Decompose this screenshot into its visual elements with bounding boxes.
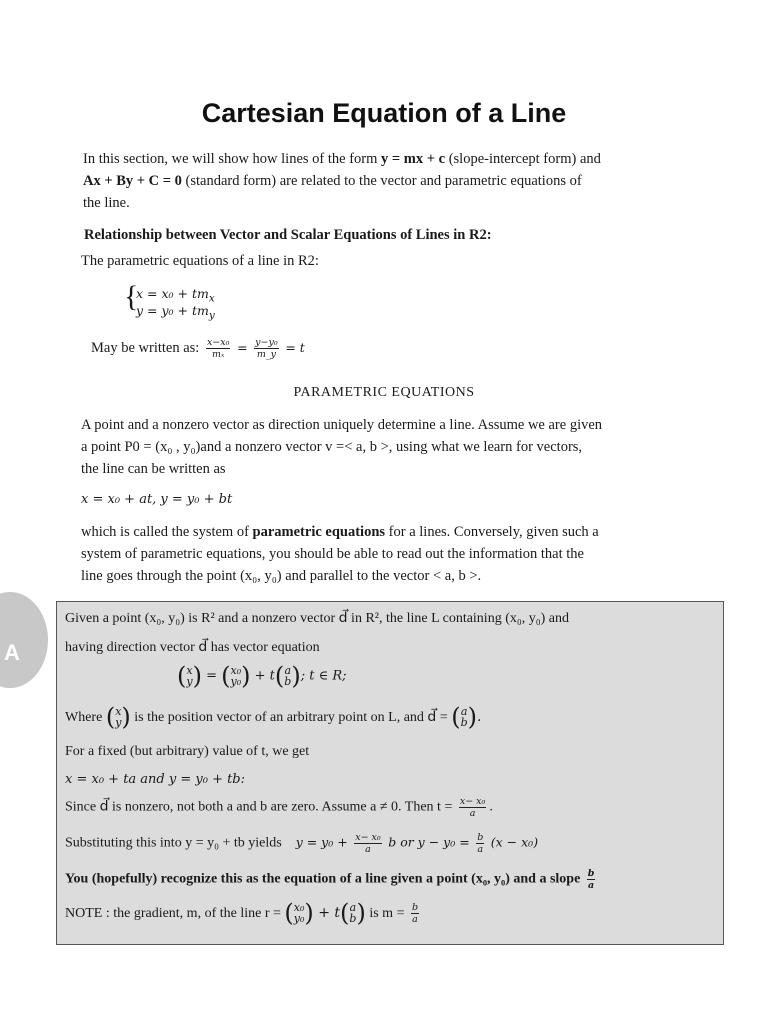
intro-paragraph	[83, 148, 713, 214]
box-line-note: NOTE : the gradient, m, of the line r = (x₀ y₀) + t(a b) is m = $\frac{b}{a}$	[65, 899, 419, 927]
box-line-2: having direction vector d⃗ has vector equation	[65, 640, 320, 655]
para2-line-1: A point and a nonzero vector as direction uniquely determine a line. Assume we are given	[81, 417, 603, 433]
intro-text-4: the line.	[83, 195, 130, 211]
box-line-components: x = x₀ + ta and y = y₀ + tb:	[65, 772, 246, 787]
system-line-2: $y = y_0 + tm_y$	[136, 303, 215, 322]
section-heading-parametric: PARAMETRIC EQUATIONS	[293, 385, 475, 400]
box-line-fixed-t: For a fixed (but arbitrary) value of t, we get	[65, 744, 310, 759]
box-line-since: Since d⃗ is nonzero, not both a and b are zero. Assume a ≠ 0. Then t = $\frac{\text{x− x₀}}{a}$ .	[65, 796, 493, 819]
fraction-y: $\frac{\text{y−y₀}}{m\_y}$	[255, 337, 278, 361]
system-brace: {	[124, 280, 139, 313]
term-parametric-equations: parametric equations	[252, 524, 386, 540]
box-line-recognize: You (hopefully) recognize this as the equation of a line given a point (x₀, y₀) and a slope $\frac{b}{a}$	[65, 868, 595, 891]
equals-t: = t	[285, 340, 305, 355]
vector-equation-domain: ; t ∈ R;	[300, 668, 347, 684]
box-line-substituting: Substituting this into y = y₀ + tb yields y = y₀ + $\frac{\text{x− x₀}}{a}$ b or y − y₀ = $\frac{b}{a}$ (x − x₀)	[65, 832, 539, 855]
may-written-label: May be written as:	[91, 340, 200, 356]
symmetric-equation: May be written as: $\frac{\text{x−x₀}}{\text{mₓ}}$ = $\frac{\text{y−y₀}}{m\_y}$ = t	[91, 337, 305, 361]
intro-text-1: In this section, we will show how lines of the form	[83, 151, 382, 167]
paragraph-parametric-r2: The parametric equations of a line in R2:	[81, 253, 319, 269]
para2-line-3: the line can be written as	[81, 461, 226, 477]
intro-text-2: (slope-intercept form) and	[445, 151, 601, 167]
vector-equation: (x y) = (x₀ y₀) + t(a b); t ∈ R;	[177, 662, 347, 690]
intro-text-3: (standard form) are related to the vector and parametric equations of	[181, 173, 582, 189]
page-title: Cartesian Equation of a Line	[201, 98, 567, 128]
intro-eq-slope: y = mx + c	[381, 151, 446, 167]
parametric-equation: x = x₀ + at, y = y₀ + bt	[81, 492, 233, 507]
box-line-1: Given a point (x₀, y₀) is R² and a nonzero vector d⃗ in R², the line L containing (x₀, y₀) and	[65, 611, 569, 626]
para3-line-2: system of parametric equations, you should be able to read out the information that the	[81, 546, 584, 562]
intro-eq-standard: Ax + By + C = 0	[83, 173, 182, 189]
paragraph-point-vector	[81, 414, 721, 480]
para2-line-2: a point P0 = (x₀ , y₀)and a nonzero vector v =< a, b >, using what we learn for vectors,	[81, 439, 583, 455]
paragraph-system: which is called the system of parametric equations for a lines. Conversely, given such a system of parametric equations, you should be able to read out the information that the line goes through the point (x₀, y₀) and parallel to the vector < a, b >.	[81, 521, 721, 587]
app-logo-letter: A	[4, 640, 20, 665]
fraction-x: $\frac{\text{x−x₀}}{\text{mₓ}}$	[206, 337, 230, 361]
section-heading-relationship: Relationship between Vector and Scalar Equations of Lines in R2:	[84, 227, 492, 243]
para3-line-3: line goes through the point (x₀, y₀) and parallel to the vector < a, b >.	[81, 568, 482, 584]
system-line-1: $x = x_0 + tm_x$	[136, 286, 215, 305]
theorem-box	[56, 601, 724, 945]
box-line-where: Where (x y) is the position vector of an arbitrary point on L, and d⃗ = (a b).	[65, 703, 482, 731]
